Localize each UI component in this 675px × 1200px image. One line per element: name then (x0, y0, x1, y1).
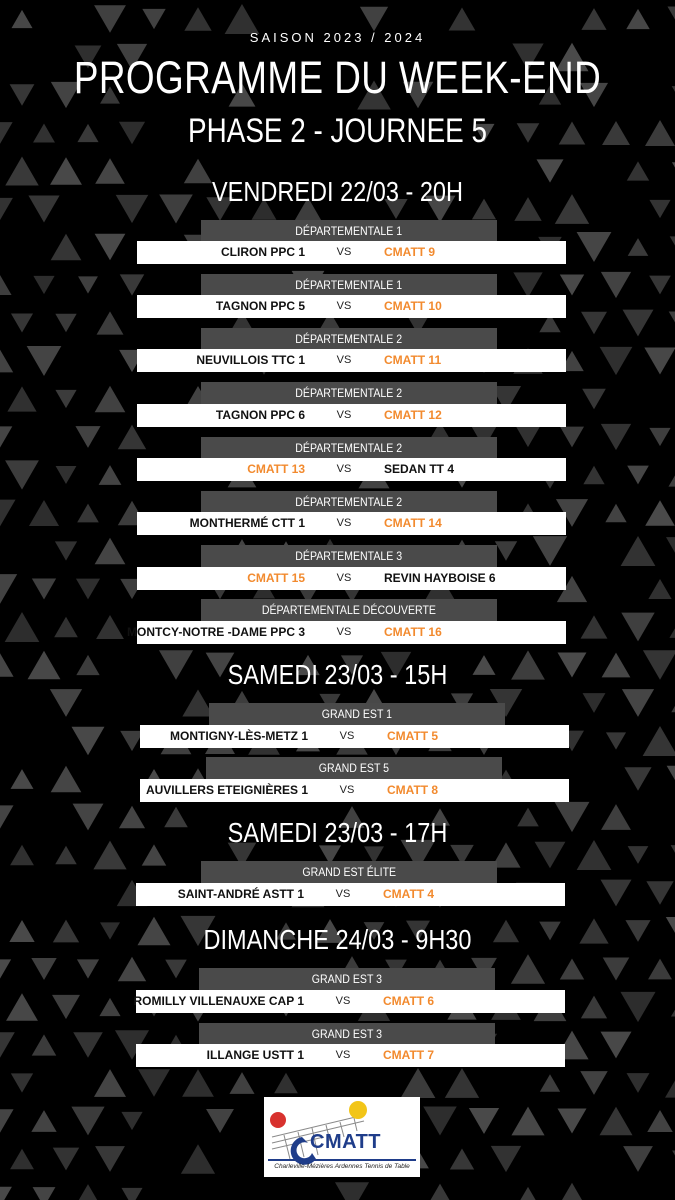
match-row (137, 295, 566, 318)
logo-tagline: Charleville-Mézières Ardennes Tennis de Table (274, 1163, 410, 1170)
home-team: MONTHERMÉ CTT 1 (189, 516, 305, 530)
phase-subtitle: PHASE 2 - JOURNEE 5 (187, 112, 488, 150)
division-label (209, 703, 505, 725)
away-team: CMATT 14 (384, 516, 442, 530)
match-row (137, 349, 566, 372)
match-row (137, 512, 566, 535)
home-team: ILLANGE USTT 1 (206, 1048, 304, 1062)
day-heading: SAMEDI 23/03 - 15H (227, 659, 448, 690)
home-team: CLIRON PPC 1 (220, 245, 305, 259)
day-heading: VENDREDI 22/03 - 20H (211, 176, 463, 207)
home-team: NEUVILLOIS TTC 1 (196, 353, 305, 367)
match-row (137, 241, 566, 264)
division-label (199, 1023, 495, 1045)
versus-label: VS (336, 246, 352, 258)
division-label (206, 757, 502, 779)
division-text: DÉPARTEMENTALE 2 (295, 332, 403, 346)
match-row (140, 779, 569, 802)
division-label (201, 382, 497, 404)
versus-label: VS (336, 517, 352, 529)
versus-label: VS (335, 995, 351, 1007)
home-team: AUVILLERS ETEIGNIÈRES 1 (145, 783, 308, 797)
division-text: DÉPARTEMENTALE 3 (295, 549, 403, 563)
away-team: CMATT 10 (384, 299, 442, 313)
division-label (201, 861, 497, 883)
division-label (201, 545, 497, 567)
home-team: ROMILLY VILLENAUXE CAP 1 (133, 994, 304, 1008)
away-team: CMATT 16 (384, 625, 442, 639)
match-row (126, 621, 566, 644)
division-text: DÉPARTEMENTALE 1 (295, 278, 403, 292)
division-text: GRAND EST 5 (318, 761, 390, 775)
away-team: CMATT 7 (383, 1048, 435, 1062)
match-row (136, 883, 565, 906)
away-team: CMATT 4 (383, 887, 435, 901)
versus-label: VS (336, 300, 352, 312)
home-team: CMATT 13 (247, 462, 305, 476)
division-text: DÉPARTEMENTALE 2 (295, 386, 403, 400)
season-label: SAISON 2023 / 2024 (249, 30, 426, 45)
versus-label: VS (335, 888, 351, 900)
versus-label: VS (335, 1049, 351, 1061)
division-text: GRAND EST ÉLITE (302, 865, 396, 879)
division-label (201, 328, 497, 350)
division-label (201, 274, 497, 296)
versus-label: VS (336, 572, 352, 584)
division-text: DÉPARTEMENTALE 2 (295, 441, 403, 455)
division-label (201, 220, 497, 242)
home-team: TAGNON PPC 5 (215, 299, 305, 313)
home-team: CMATT 15 (247, 571, 305, 585)
division-text: DÉPARTEMENTALE DÉCOUVERTE (261, 603, 437, 617)
away-team: CMATT 9 (384, 245, 436, 259)
away-team: CMATT 8 (387, 783, 439, 797)
versus-label: VS (336, 626, 352, 638)
versus-label: VS (336, 409, 352, 421)
match-row (137, 404, 566, 427)
division-label (201, 599, 497, 621)
division-text: DÉPARTEMENTALE 1 (295, 224, 403, 238)
match-row (137, 567, 566, 590)
division-label (201, 437, 497, 459)
match-row (133, 990, 565, 1013)
division-label (201, 491, 497, 513)
logo-wordmark: CMATT (310, 1131, 381, 1153)
away-team: CMATT 6 (383, 994, 435, 1008)
page-title: PROGRAMME DU WEEK-END (73, 52, 602, 103)
away-team: CMATT 5 (387, 729, 439, 743)
versus-label: VS (339, 784, 355, 796)
away-team: REVIN HAYBOISE 6 (384, 571, 496, 585)
away-team: CMATT 11 (384, 353, 442, 367)
division-text: GRAND EST 3 (311, 1027, 383, 1041)
match-row (137, 458, 566, 481)
division-text: GRAND EST 3 (311, 972, 383, 986)
division-label (199, 968, 495, 990)
home-team: SAINT-ANDRÉ ASTT 1 (177, 887, 304, 901)
home-team: MONTCY-NOTRE -DAME PPC 3 (126, 625, 305, 639)
home-team: MONTIGNY-LÈS-METZ 1 (170, 729, 308, 743)
versus-label: VS (339, 730, 355, 742)
division-text: DÉPARTEMENTALE 2 (295, 495, 403, 509)
match-row (136, 1044, 565, 1067)
day-heading: SAMEDI 23/03 - 17H (227, 817, 448, 848)
match-row (140, 725, 569, 748)
home-team: TAGNON PPC 6 (215, 408, 305, 422)
club-logo (264, 1097, 420, 1177)
day-heading: DIMANCHE 24/03 - 9H30 (203, 924, 472, 955)
versus-label: VS (336, 463, 352, 475)
away-team: CMATT 12 (384, 408, 442, 422)
division-text: GRAND EST 1 (321, 707, 393, 721)
away-team: SEDAN TT 4 (384, 462, 455, 476)
versus-label: VS (336, 354, 352, 366)
